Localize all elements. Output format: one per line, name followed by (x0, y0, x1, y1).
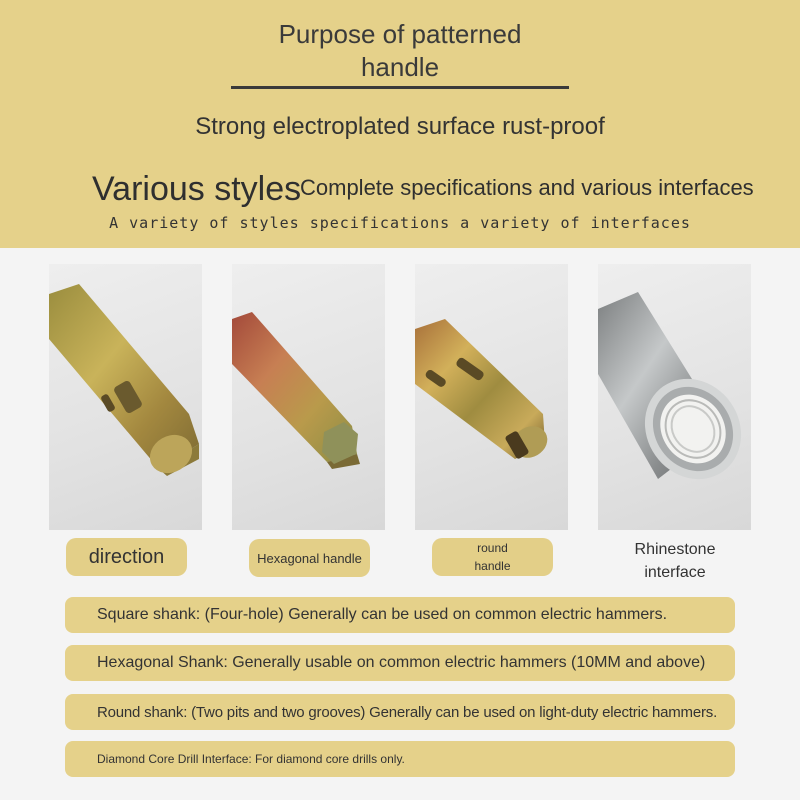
label-hexagonal-handle (249, 539, 370, 577)
title-divider (231, 86, 569, 89)
label-rhinestone-line-1: Rhinestone (634, 541, 716, 558)
row-round-shank-text: Round shank: (Two pits and two grooves) Generally can be used on light-duty electric hammers. (97, 703, 718, 721)
label-direction (66, 538, 187, 576)
row-hexagonal-shank (65, 645, 735, 681)
row-square-shank (65, 597, 735, 633)
tagline: A variety of styles specifications a variety of interfaces (109, 214, 691, 232)
label-rhinestone-line-2: interface (644, 564, 706, 581)
title-line-2: handle (360, 52, 440, 82)
label-round-handle (432, 538, 553, 576)
label-direction-text: direction (88, 545, 165, 568)
label-rhinestone-interface (610, 538, 740, 584)
hexagonal-shank-photo (232, 264, 385, 530)
row-square-shank-text: Square shank: (Four-hole) Generally can be used on common electric hammers. (97, 606, 668, 623)
rhinestone-interface-image (598, 264, 751, 530)
page-title (200, 18, 600, 84)
round-shank-photo (415, 264, 568, 530)
rhinestone-interface-photo (598, 264, 751, 530)
title-line-1: Purpose of patterned (278, 19, 522, 49)
label-round-handle-line-2: handle (474, 559, 511, 573)
specs-heading: Complete specifications and various interfaces (300, 175, 754, 200)
row-diamond-core (65, 741, 735, 777)
square-shank-image (49, 264, 202, 530)
round-shank-image (415, 264, 568, 530)
subtitle: Strong electroplated surface rust-proof (195, 113, 605, 140)
hexagonal-shank-image (232, 264, 385, 530)
square-shank-photo (49, 264, 202, 530)
row-diamond-core-text: Diamond Core Drill Interface: For diamond core drills only. (97, 752, 405, 766)
header-banner (0, 0, 800, 248)
label-round-handle-line-1: round (477, 541, 508, 555)
row-round-shank (65, 694, 735, 730)
row-hexagonal-shank-text: Hexagonal Shank: Generally usable on common electric hammers (10MM and above) (97, 654, 706, 671)
various-styles-heading: Various styles (92, 170, 302, 208)
label-hexagonal-handle-text: Hexagonal handle (257, 550, 362, 566)
